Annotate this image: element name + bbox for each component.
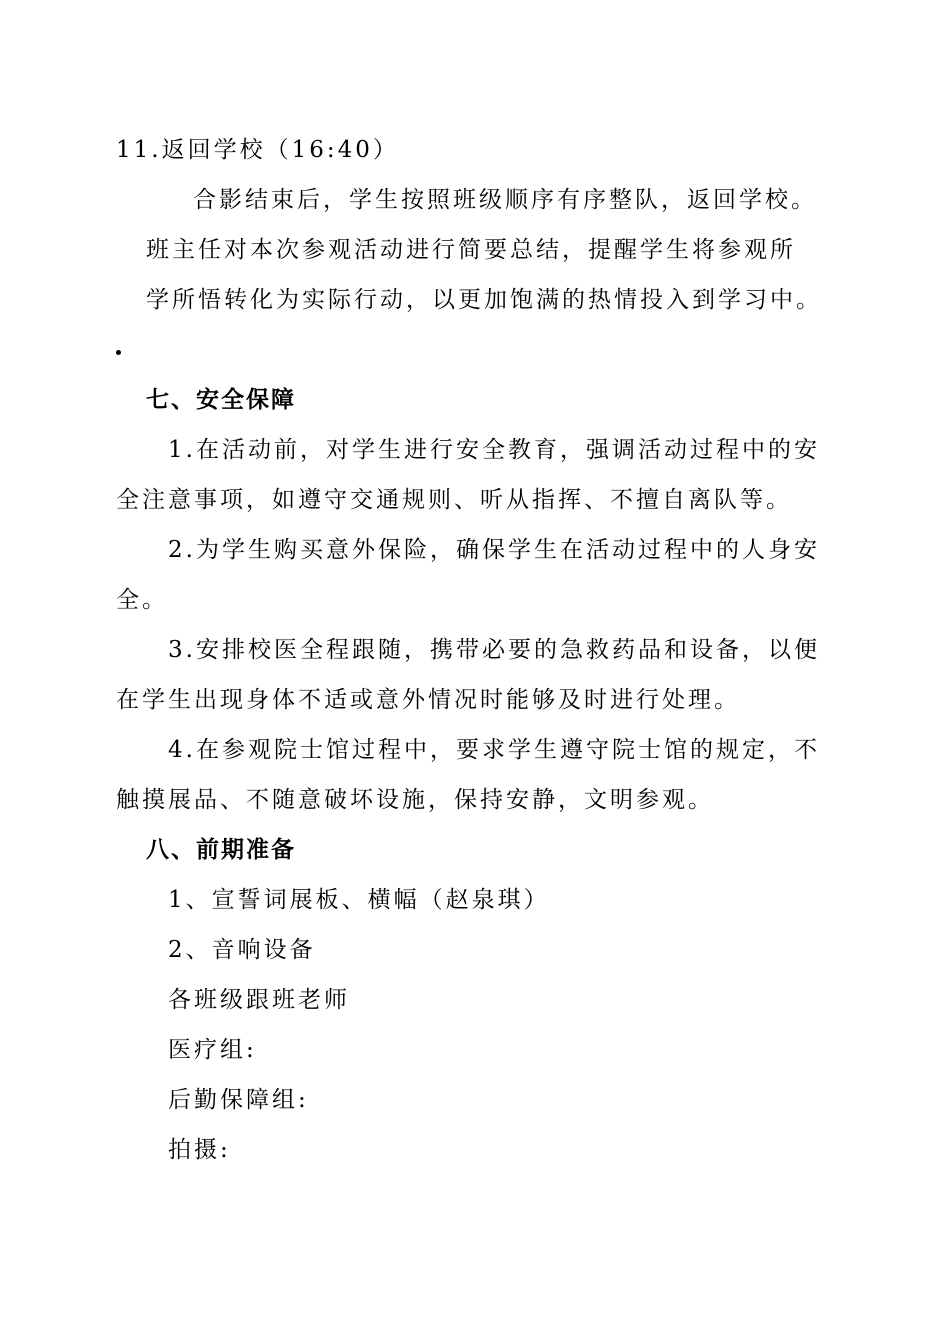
prep-item-5: 后勤保障组:: [168, 1087, 309, 1113]
safety-item-1-line-1: 1.在活动前，对学生进行安全教育，强调活动过程中的安: [168, 437, 820, 463]
prep-item-4: 医疗组:: [168, 1037, 257, 1063]
safety-item-3-line-2: 在学生出现身体不适或意外情况时能够及时进行处理。: [116, 687, 740, 713]
item-11-paragraph-line-2: 班主任对本次参观活动进行简要总结，提醒学生将参观所: [146, 237, 796, 263]
prep-item-6: 拍摄:: [168, 1137, 231, 1163]
section-8-heading: 八、前期准备: [146, 837, 296, 863]
safety-item-2-line-1: 2.为学生购买意外保险，确保学生在活动过程中的人身安: [168, 537, 820, 563]
section-7-heading: 七、安全保障: [146, 387, 296, 413]
safety-item-4-line-2: 触摸展品、不随意破坏设施，保持安静，文明参观。: [116, 787, 714, 813]
safety-item-1-line-2: 全注意事项，如遵守交通规则、听从指挥、不擅自离队等。: [116, 487, 792, 513]
prep-item-2: 2、音响设备: [168, 937, 316, 963]
bullet-dot: [116, 350, 121, 355]
safety-item-3-line-1: 3.安排校医全程跟随，携带必要的急救药品和设备，以便: [168, 637, 820, 663]
item-11-paragraph-line-1: 合影结束后，学生按照班级顺序有序整队，返回学校。: [193, 187, 817, 213]
safety-item-2-line-2: 全。: [116, 587, 168, 613]
item-11-title: 11.返回学校（16:40）: [116, 137, 399, 163]
item-11-paragraph-line-3: 学所悟转化为实际行动，以更加饱满的热情投入到学习中。: [146, 287, 822, 313]
prep-item-1: 1、宣誓词展板、横幅（赵泉琪）: [168, 887, 550, 913]
safety-item-4-line-1: 4.在参观院士馆过程中，要求学生遵守院士馆的规定，不: [168, 737, 820, 763]
prep-item-3: 各班级跟班老师: [168, 987, 350, 1013]
